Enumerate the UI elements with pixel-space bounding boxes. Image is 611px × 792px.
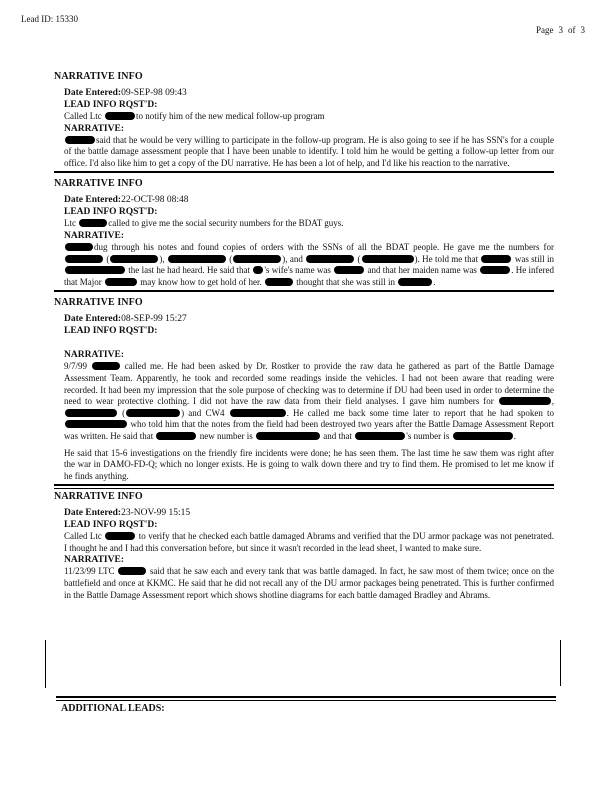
date-entered [54, 507, 554, 519]
text-run: said that he would be very willing to participate in the follow-up program. He is also going to see if he has SSN's for a couple of the battle damage assessment people that I have been unable to identify. I told him he would be getting a follow-up letter from our office. I'd also like him to get a copy of the DU narrative. He has been a lot of help, and I'd like his reaction to the narrative. [64, 134, 554, 168]
narrative-text [54, 361, 554, 442]
final-divider [56, 696, 556, 698]
narrative-section-1 [54, 71, 554, 176]
section-divider [54, 171, 554, 173]
redaction [256, 432, 320, 440]
margin-mark-right [560, 640, 561, 686]
lead-info-label: LEAD INFO RQST'D: [64, 326, 158, 337]
lead-info-label: LEAD INFO RQST'D: [64, 207, 158, 218]
redaction [118, 567, 146, 575]
narrative-section-4 [54, 491, 554, 604]
section-title: NARRATIVE INFO [54, 491, 143, 503]
page-number [536, 25, 585, 35]
text-run: dug through his notes and found copies of orders with the SSNs of all the BDAT people. He gave me the numbers for [94, 241, 554, 252]
narrative-label: NARRATIVE: [64, 230, 124, 241]
text-run: Called Ltc [64, 111, 104, 121]
redaction [65, 266, 125, 274]
date-entered [54, 313, 554, 325]
redaction [105, 278, 137, 286]
narrative-section-2 [54, 178, 554, 295]
redaction [398, 278, 432, 286]
text-run: ( [118, 407, 126, 418]
page-of: of [568, 25, 576, 35]
lead-info-label: LEAD INFO RQST'D: [64, 520, 158, 531]
text-run: ), and [282, 253, 306, 264]
redaction [481, 255, 511, 263]
redaction [105, 532, 135, 540]
date-entered [54, 87, 554, 99]
redaction [65, 420, 127, 428]
redaction [105, 112, 135, 120]
text-run: the last he had heard. He said that [126, 265, 253, 276]
margin-mark-left [45, 640, 46, 688]
text-run: said that he saw each and every tank that was battle damaged. In fact, he saw most of them twice; once on the battlefield and once at KKMC. He said that he did not recall any of the DU armor packages being penetrated. This is further confirmed in the Battle Damage Assessment report which shows shotline diagrams for each battle damaged Bradley and Abrams. [64, 566, 554, 600]
text-run: was still in [512, 253, 555, 264]
lead-id: Lead ID: 15330 [21, 14, 78, 24]
text-run: . He infered that Major [64, 265, 554, 287]
redaction [92, 362, 120, 370]
narrative-text [54, 135, 554, 170]
redaction [79, 219, 107, 227]
redaction [168, 255, 226, 263]
text-run: may know how to get hold of her. [138, 276, 264, 287]
narrative-label: NARRATIVE: [64, 123, 124, 134]
date-value: 22-OCT-98 08:48 [121, 195, 189, 206]
narrative-text [54, 242, 554, 288]
text-run: and that [320, 430, 355, 441]
text-run: 's number is [406, 430, 452, 441]
date-label: Date Entered: [64, 508, 122, 519]
redaction [265, 278, 293, 286]
redaction [253, 266, 263, 274]
date-value: 08-SEP-99 15:27 [121, 314, 187, 325]
text-run: . [513, 430, 516, 441]
text-run: , [551, 396, 554, 407]
text-run: to notify him of the new medical follow-up program [136, 111, 325, 121]
date-label: Date Entered: [64, 314, 122, 325]
text-run: who told him that the notes from the field had been destroyed two years after the Battle Damage Assessment Report was written. He said that [64, 419, 554, 441]
narrative-section-3 [54, 297, 554, 489]
text-run: thought that she was still in [293, 276, 398, 287]
section-title: NARRATIVE INFO [54, 178, 143, 190]
text-run: 's wife's name was [264, 265, 334, 276]
text-run: ). He told me that [414, 253, 481, 264]
text-run: to verify that he checked each battle damaged Abrams and verified that the DU armor package was not penetrated. I thought he and I had this conversation before, but since it wasn't recorded in the lead sheet, I wanted to make sure. [64, 531, 554, 553]
text-run: called to give me the social security numbers for the BDAT guys. [108, 218, 344, 229]
lead-info-text [54, 218, 554, 230]
redaction [65, 243, 93, 251]
redaction [306, 255, 354, 263]
redaction [230, 409, 286, 417]
date-label: Date Entered: [64, 195, 122, 206]
narrative-text [54, 566, 554, 601]
page-current: 3 [558, 25, 563, 35]
narrative-label: NARRATIVE: [64, 350, 124, 361]
redaction [65, 409, 117, 417]
narrative-text-continued: He said that 15-6 investigations on the friendly fire incidents were done; he has seen them. The last time he saw them was right after the war in DAMO-FD-Q; which no longer exists. He is going to walk down there and try to find them. He promised to let me know if he finds anything. [64, 447, 554, 481]
redaction [110, 255, 158, 263]
text-run: . He called me back some time later to report that he had spoken to [286, 407, 554, 418]
additional-leads-heading: ADDITIONAL LEADS: [61, 703, 165, 714]
date-entered [54, 194, 554, 206]
page-total: 3 [580, 25, 585, 35]
text-run: ( [355, 253, 361, 264]
redaction [453, 432, 513, 440]
date-value: 23-NOV-99 15:15 [121, 508, 191, 519]
lead-info-text [54, 111, 554, 123]
lead-info-label: LEAD INFO RQST'D: [64, 100, 158, 110]
date-label: Date Entered: [64, 88, 122, 98]
redaction [499, 397, 551, 405]
redaction [65, 255, 103, 263]
text-run: called me. He had been asked by Dr. Rostker to provide the raw data he gathered as part of the Battle Damage Assessment Team. Apparently, he took and recorded some readings inside the vehicles. I had not been aware that reading were recorded. It had been my impression that the sole purpose of checking was to determine if DU had been used in order to determine the need to wear protective clothing. I did not have the raw data from their field analyses. I gave him numbers for [64, 361, 554, 407]
section-title: NARRATIVE INFO [54, 71, 143, 82]
document-body [54, 69, 554, 604]
section-divider [54, 484, 554, 486]
text-run: 9/7/99 [64, 361, 91, 372]
text-run: Ltc [64, 218, 79, 229]
date-value: 09-SEP-98 09:43 [121, 88, 187, 98]
text-run: . [433, 276, 436, 287]
text-run: ) and CW4 [181, 407, 229, 418]
redaction [126, 409, 180, 417]
redaction [480, 266, 510, 274]
page-label: Page [536, 25, 554, 35]
redaction [334, 266, 364, 274]
redaction [156, 432, 196, 440]
text-run: ), [159, 253, 167, 264]
section-divider [54, 290, 554, 292]
text-run: ( [226, 253, 233, 264]
redaction [355, 432, 405, 440]
redaction [233, 255, 281, 263]
redaction [362, 255, 414, 263]
text-run: 11/23/99 LTC [64, 566, 118, 577]
lead-info-text [54, 531, 554, 554]
text-run: ( [104, 253, 110, 264]
text-run: new number is [197, 430, 255, 441]
text-run: Called Ltc [64, 531, 105, 542]
narrative-label: NARRATIVE: [64, 555, 124, 566]
text-run: and that her maiden name was [365, 265, 480, 276]
redaction [65, 136, 95, 144]
section-title: NARRATIVE INFO [54, 297, 143, 309]
